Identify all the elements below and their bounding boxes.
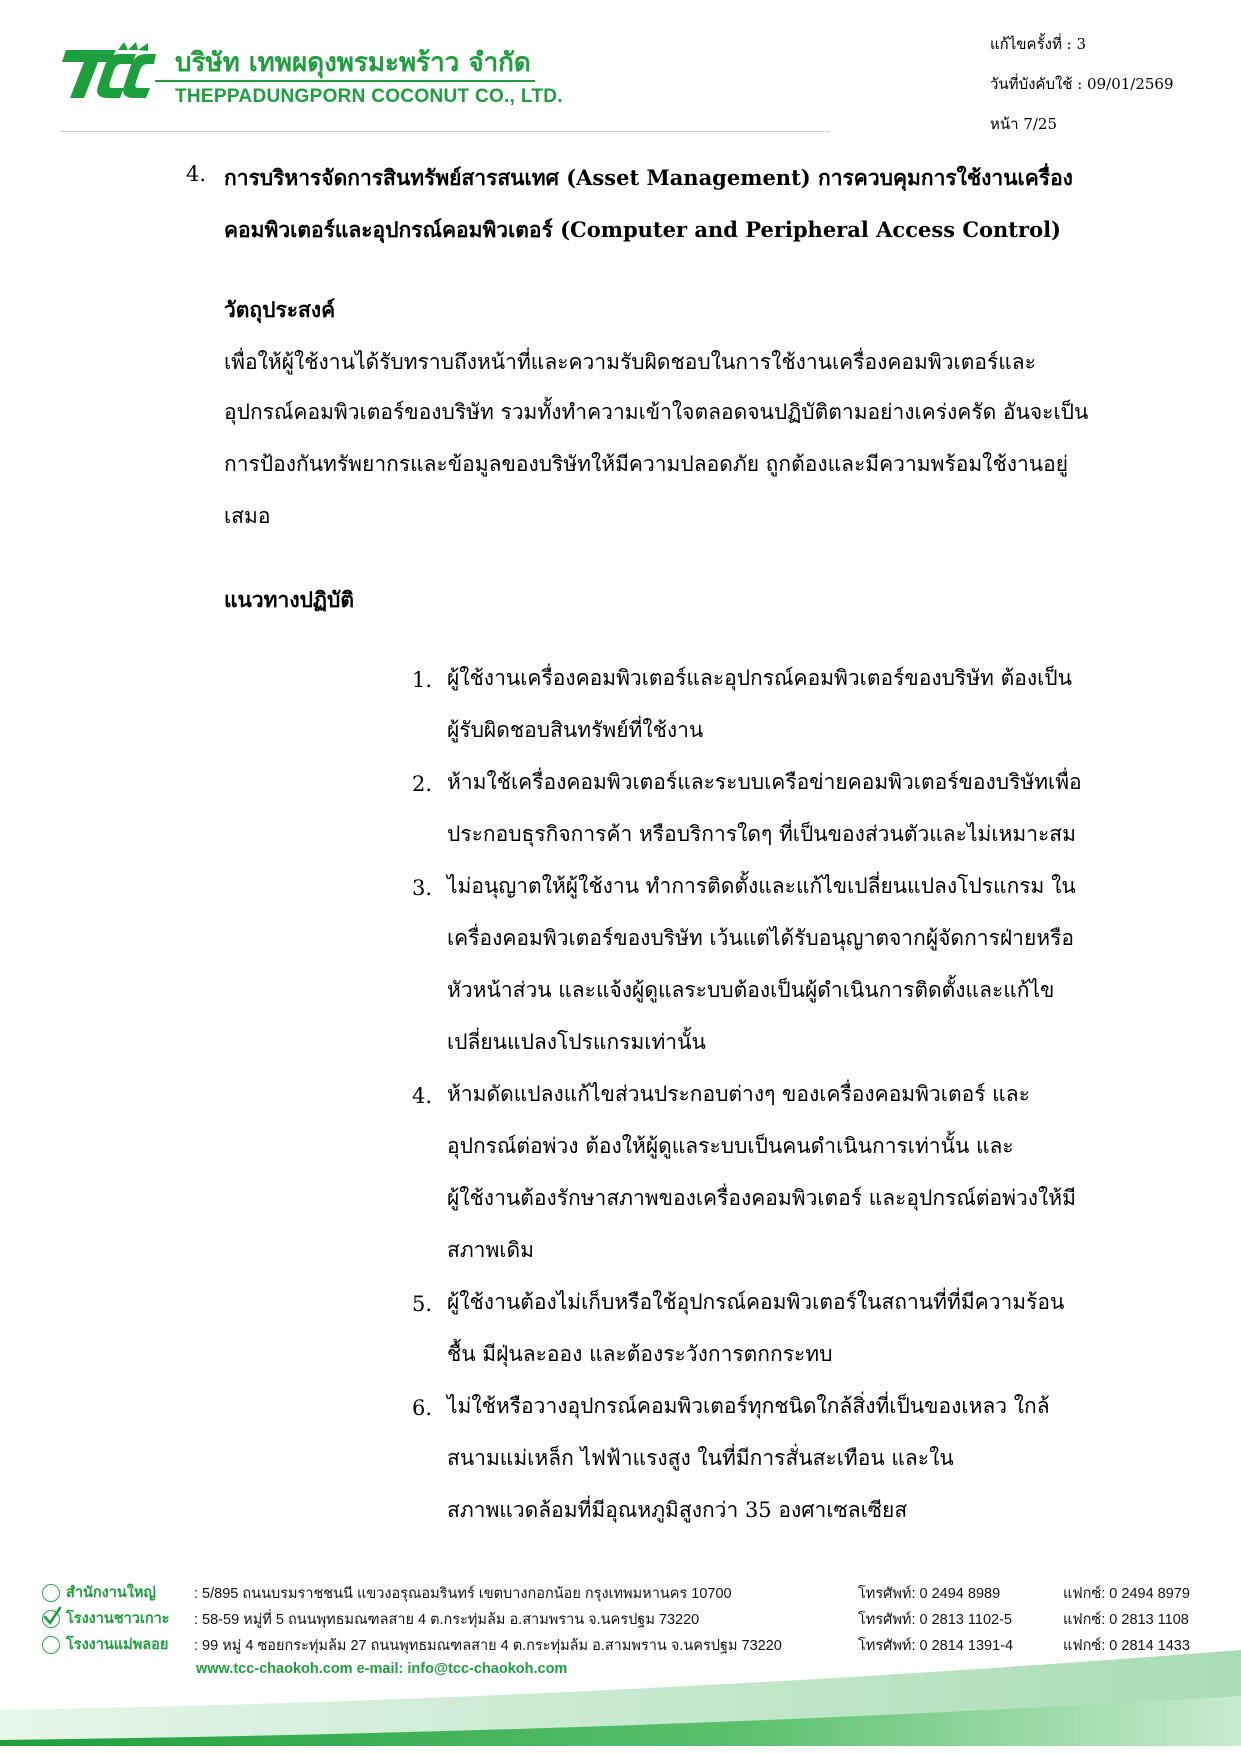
company-rule	[155, 80, 535, 82]
guideline-number: 4.	[412, 1084, 433, 1108]
guideline-line: ผู้รับผิดชอบสินทรัพย์ที่ใช้งาน	[447, 718, 704, 742]
guideline-line: ไม่ใช้หรือวางอุปกรณ์คอมพิวเตอร์ทุกชนิดใกล้สิ่งที่เป็นของเหลว ใกล้	[447, 1394, 1050, 1418]
guideline-number: 5.	[412, 1292, 433, 1316]
guideline-line: ประกอบธุรกิจการค้า หรือบริการใดๆ ที่เป็นของส่วนตัวและไม่เหมาะสม	[447, 822, 1076, 846]
office-phone: โทรศัพท์: 0 2813 1102-5	[858, 1612, 1012, 1628]
guideline-line: ผู้ใช้งานต้องรักษาสภาพของเครื่องคอมพิวเตอร์ และอุปกรณ์ต่อพ่วงให้มี	[447, 1186, 1076, 1210]
section-title-line-2: คอมพิวเตอร์และอุปกรณ์คอมพิวเตอร์ (Computer and Peripheral Access Control)	[224, 217, 1061, 242]
office-phone: โทรศัพท์: 0 2494 8989	[858, 1586, 1001, 1602]
office-label: สำนักงานใหญ่	[66, 1585, 156, 1601]
office-label: โรงงานชาวเกาะ	[66, 1611, 170, 1627]
section-number: 4.	[186, 162, 207, 186]
guideline-line: ผู้ใช้งานเครื่องคอมพิวเตอร์และอุปกรณ์คอมพิวเตอร์ของบริษัท ต้องเป็น	[447, 666, 1072, 690]
guideline-line: สภาพแวดล้อมที่มีอุณหภูมิสูงกว่า 35 องศาเซลเซียส	[447, 1498, 908, 1522]
check-icon	[40, 1604, 64, 1628]
guideline-line: ห้ามใช้เครื่องคอมพิวเตอร์และระบบเครือข่ายคอมพิวเตอร์ของบริษัทเพื่อ	[447, 770, 1082, 794]
objective-line: เสมอ	[224, 504, 271, 528]
footer-web-email: www.tcc-chaokoh.com e-mail: info@tcc-chaokoh.com	[196, 1661, 568, 1677]
office-phone: โทรศัพท์: 0 2814 1391-4	[858, 1638, 1014, 1654]
guideline-number: 2.	[412, 772, 433, 796]
guideline-line: สภาพเดิม	[447, 1238, 534, 1262]
office-address: : 99 หมู่ 4 ซอยกระทุ่มล้ม 27 ถนนพุทธมณฑลสาย 4 ต.กระทุ่มล้ม อ.สามพราน จ.นครปฐม 73220	[194, 1638, 782, 1654]
objective-line: เพื่อให้ผู้ใช้งานได้รับทราบถึงหน้าที่และความรับผิดชอบในการใช้งานเครื่องคอมพิวเตอร์และ	[224, 350, 1036, 374]
office-label: โรงงานแม่พลอย	[66, 1637, 169, 1653]
header-divider	[60, 131, 830, 132]
company-name-th: บริษัท เทพผดุงพรมะพร้าว จำกัด	[175, 48, 531, 78]
guideline-number: 6.	[412, 1396, 433, 1420]
guideline-number: 3.	[412, 876, 433, 900]
objective-heading: วัตถุประสงค์	[224, 297, 336, 322]
page-number: หน้า 7/25	[990, 115, 1058, 133]
guideline-line: อุปกรณ์ต่อพ่วง ต้องให้ผู้ดูแลระบบเป็นคนดำเนินการเท่านั้น และ	[447, 1134, 1014, 1158]
company-name-en: THEPPADUNGPORN COCONUT CO., LTD.	[175, 86, 563, 107]
section-title-line-1: การบริหารจัดการสินทรัพย์สารสนเทศ (Asset Management) การควบคุมการใช้งานเครื่อง	[224, 165, 1073, 190]
guideline-line: ห้ามดัดแปลงแก้ไขส่วนประกอบต่างๆ ของเครื่องคอมพิวเตอร์ และ	[447, 1082, 1030, 1106]
footer-swoosh	[0, 1640, 1241, 1754]
guideline-line: หัวหน้าส่วน และแจ้งผู้ดูแลระบบต้องเป็นผู้ดำเนินการติดตั้งและแก้ไข	[447, 978, 1055, 1002]
office-radio-circle	[42, 1584, 60, 1602]
revision-number: แก้ไขครั้งที่ : 3	[990, 35, 1086, 53]
objective-line: อุปกรณ์คอมพิวเตอร์ของบริษัท รวมทั้งทำความเข้าใจตลอดจนปฏิบัติตามอย่างเคร่งครัด อันจะเป็น	[224, 400, 1089, 424]
office-fax: แฟกซ์: 0 2814 1433	[1063, 1638, 1190, 1654]
guideline-line: ไม่อนุญาตให้ผู้ใช้งาน ทำการติดตั้งและแก้ไขเปลี่ยนแปลงโปรแกรม ใน	[447, 874, 1076, 898]
guideline-line: สนามแม่เหล็ก ไฟฟ้าแรงสูง ในที่มีการสั่นสะเทือน และใน	[447, 1446, 954, 1470]
guideline-line: ผู้ใช้งานต้องไม่เก็บหรือใช้อุปกรณ์คอมพิวเตอร์ในสถานที่ที่มีความร้อน	[447, 1290, 1065, 1314]
tcc-logo	[58, 42, 158, 104]
guidelines-heading: แนวทางปฏิบัติ	[224, 587, 354, 612]
office-fax: แฟกซ์: 0 2494 8979	[1063, 1586, 1190, 1602]
office-address: : 58-59 หมู่ที่ 5 ถนนพุทธมณฑลสาย 4 ต.กระทุ่มล้ม อ.สามพราน จ.นครปฐม 73220	[194, 1612, 700, 1628]
office-address: : 5/895 ถนนบรมราชชนนี แขวงอรุณอมรินทร์ เขตบางกอกน้อย กรุงเทพมหานคร 10700	[194, 1586, 732, 1602]
guideline-line: เครื่องคอมพิวเตอร์ของบริษัท เว้นแต่ได้รับอนุญาตจากผู้จัดการฝ่ายหรือ	[447, 926, 1074, 950]
guideline-number: 1.	[412, 668, 433, 692]
objective-line: การป้องกันทรัพยากรและข้อมูลของบริษัทให้มีความปลอดภัย ถูกต้องและมีความพร้อมใช้งานอยู่	[224, 452, 1069, 476]
effective-date: วันที่บังคับใช้ : 09/01/2569	[990, 75, 1174, 93]
guideline-line: เปลี่ยนแปลงโปรแกรมเท่านั้น	[447, 1030, 706, 1054]
office-fax: แฟกซ์: 0 2813 1108	[1063, 1612, 1189, 1628]
guideline-line: ชื้น มีฝุ่นละออง และต้องระวังการตกกระทบ	[447, 1342, 833, 1366]
